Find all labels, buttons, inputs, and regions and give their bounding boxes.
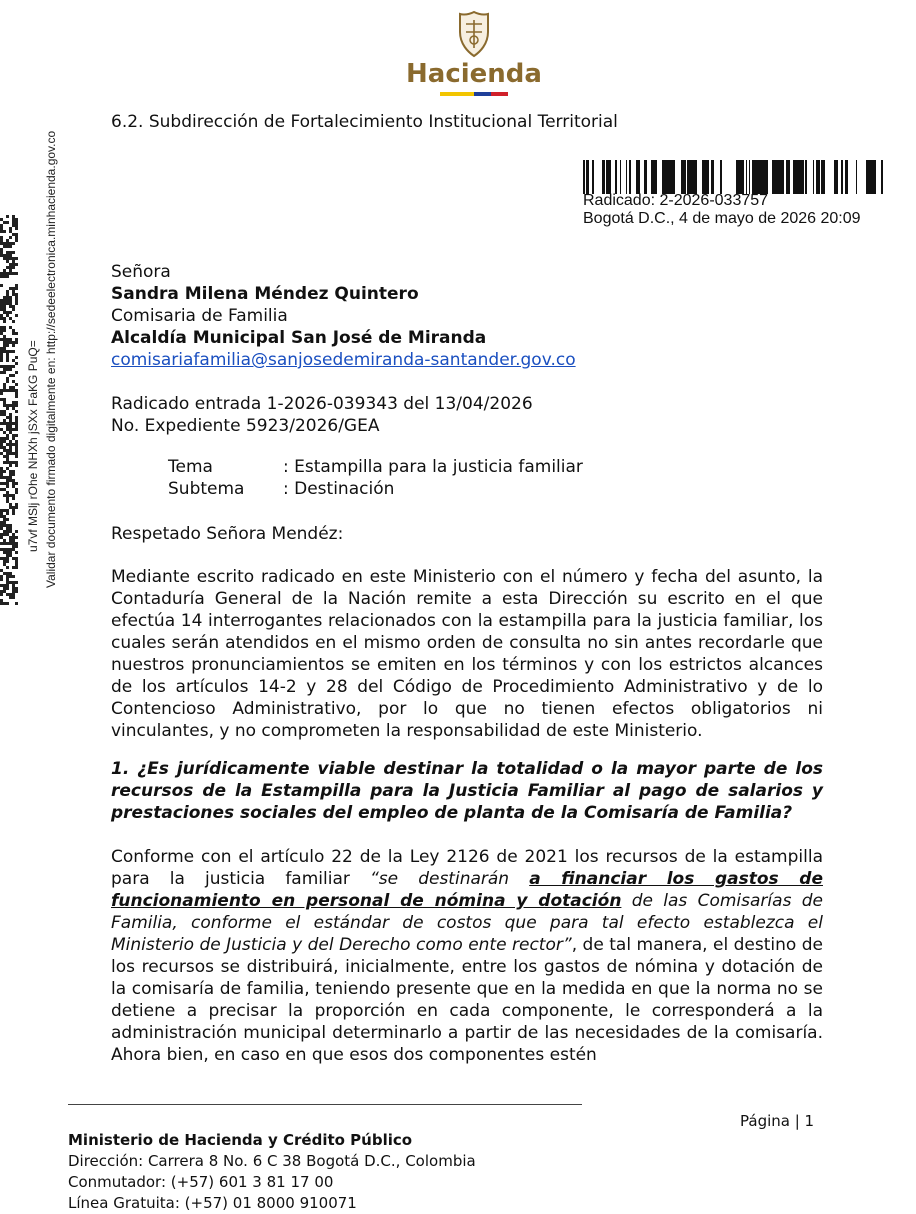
answer-quote-start: “se destinarán (369, 869, 530, 889)
radicado-number: Radicado: 2-2026-033757 (583, 192, 769, 209)
subtema-value: : Destinación (283, 479, 395, 499)
hacienda-logo (404, 10, 544, 110)
issuing-unit: 6.2. Subdirección de Fortalecimiento Institucional Territorial (111, 112, 618, 132)
answer-quote-end: de las Comisarías de Familia, conforme el estándar de costos que para tal efecto establezca el Ministerio de Justicia y del Derecho como ente rector” (111, 891, 823, 955)
radicado-entrada: Radicado entrada 1-2026-039343 del 13/04/2026 (111, 394, 533, 414)
radicado-date: Bogotá D.C., 4 de mayo de 2026 20:09 (583, 210, 861, 227)
subject-block (168, 456, 583, 500)
coat-of-arms-icon (454, 10, 494, 58)
salutation: Señora (111, 262, 171, 282)
answer-text-1: Conforme con el artículo 22 de la Ley 2126 de 2021 los recursos de la estampilla para la justicia familiar (111, 847, 823, 889)
footer-ministry: Ministerio de Hacienda y Crédito Público (68, 1131, 413, 1149)
recipient-entity: Alcaldía Municipal San José de Miranda (111, 328, 487, 348)
intro-paragraph: Mediante escrito radicado en este Ministerio con el número y fecha del asunto, la Contaduría General de la Nación remite a esta Dirección su escrito en el que efectúa 14 interrogantes relacionados con la estampilla para la justicia familiar, los cuales serán atendidos en el mismo orden de consulta no sin antes recordarle que nuestros pronunciamientos se emiten en los términos y con los estrictos alcances de los artículos 14-2 y 28 del Código de Procedimiento Administrativo y de lo Contencioso Administrativo, por lo que no tienen efectos obligatorios ni vinculantes, y no comprometen la responsabilidad de este Ministerio. (111, 567, 823, 741)
recipient-name: Sandra Milena Méndez Quintero (111, 284, 419, 304)
answer-paragraph (111, 846, 823, 1066)
flag-stripe (440, 92, 508, 96)
footer-address: Dirección: Carrera 8 No. 6 C 38 Bogotá D.C., Colombia (68, 1152, 476, 1170)
question-1: 1. ¿Es jurídicamente viable destinar la totalidad o la mayor parte de los recursos de la Estampilla para la Justicia Familiar al pago de salarios y prestaciones sociales del empleo de planta de la Comisaría de Familia? (111, 759, 823, 823)
footer-line: Línea Gratuita: (+57) 01 8000 910071 (68, 1194, 357, 1212)
answer-text-2: , de tal manera, el destino de los recursos se distribuirá, inicialmente, entre los gastos de nómina y dotación de la comisaría de familia, teniendo presente que en la medida en que la norma no se detiene a precisar la proporción en cada componente, le corresponderá a la administración municipal determinarlo a partir de las necesidades de la comisaría. Ahora bien, en caso en que esos dos componentes estén (111, 935, 824, 1065)
qr-code-icon (0, 215, 18, 605)
recipient-role: Comisaria de Familia (111, 306, 288, 326)
barcode-icon (583, 160, 883, 194)
greeting: Respetado Señora Mendéz: (111, 524, 344, 544)
page-number: Página | 1 (740, 1112, 815, 1130)
recipient-email-wrap (111, 350, 576, 370)
validation-link-text[interactable]: Validar documento firmado digitalmente en: http://sedeelectronica.minhacienda.gov.co (44, 130, 58, 588)
footer-block (68, 1130, 476, 1214)
answer-emphasis: a financiar los gastos de funcionamiento en personal de nómina y dotación (111, 869, 823, 911)
expediente: No. Expediente 5923/2026/GEA (111, 416, 380, 436)
tema-value: : Estampilla para la justicia familiar (283, 457, 583, 477)
footer-phone: Conmutador: (+57) 601 3 81 17 00 (68, 1173, 334, 1191)
tema-label: Tema (168, 457, 213, 477)
footer-divider (68, 1104, 582, 1105)
radicado-block (583, 192, 861, 228)
signature-code: u7vf MSlj rOhe NHXh jSXx FaKG PuQ= (26, 340, 40, 552)
recipient-email-link[interactable]: comisariafamilia@sanjosedemiranda-santander.gov.co (111, 350, 576, 370)
subtema-label: Subtema (168, 479, 245, 499)
validation-sidebar (0, 40, 70, 588)
logo-wordmark: Hacienda (406, 59, 542, 89)
